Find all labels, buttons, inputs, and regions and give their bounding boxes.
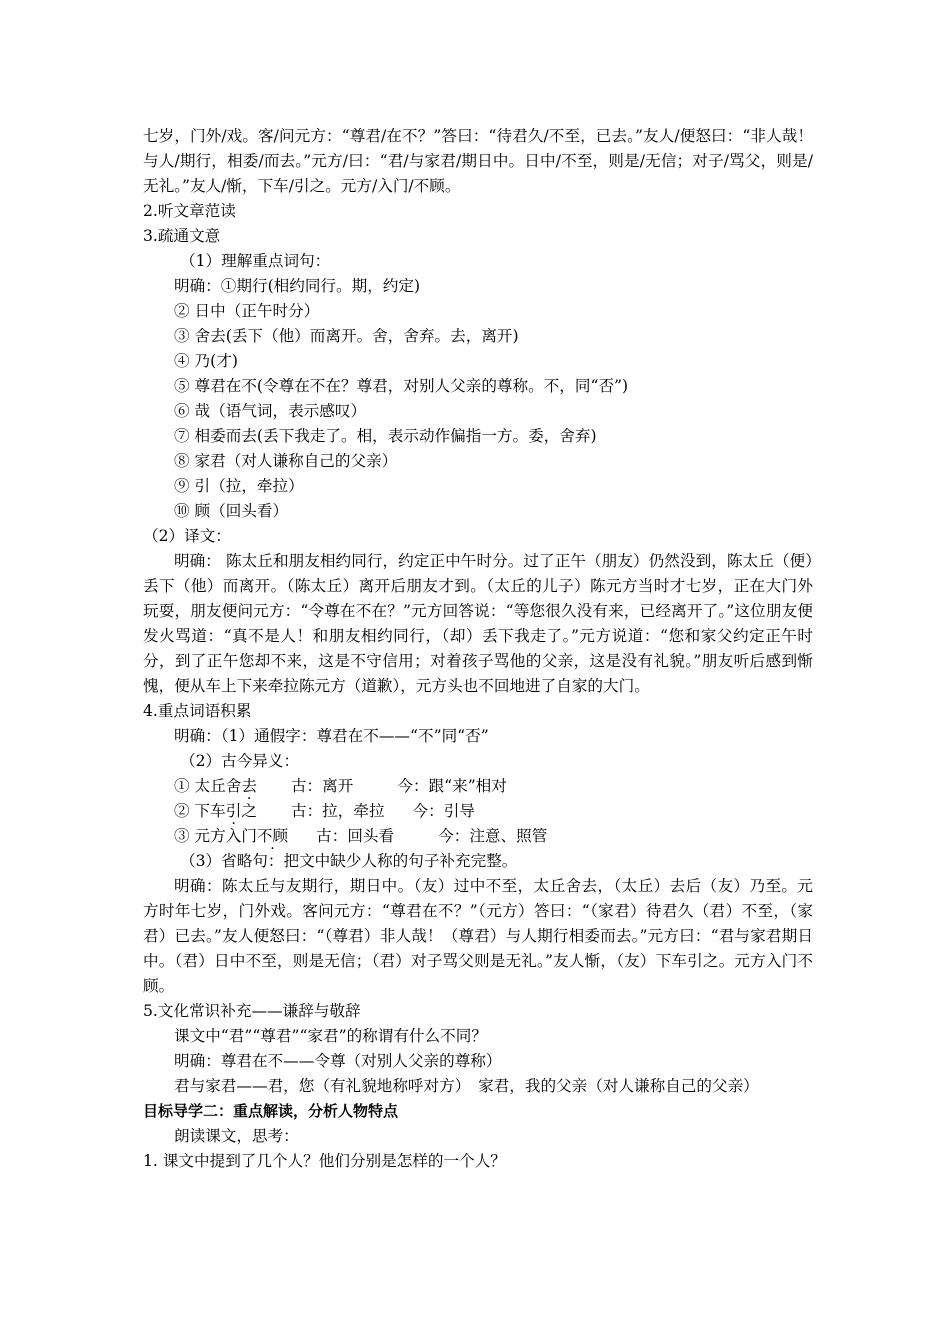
word-item: ⑦ 相委而去(丢下我走了。相，表示动作偏指一方。委，舍弃) bbox=[174, 427, 597, 445]
word-item: ⑥ 哉（语气词，表示感叹） bbox=[174, 402, 367, 420]
emphasis-char: 引 bbox=[225, 802, 242, 820]
word-item: ② 日中（正午时分） bbox=[174, 302, 320, 320]
culture-question: 课文中“君”“尊君”“家君”的称谓有什么不同？ bbox=[174, 1027, 487, 1045]
heading-key-vocabulary: 4.重点词语积累 bbox=[143, 702, 252, 720]
subheading-translation: （2）译文： bbox=[143, 527, 231, 545]
ellipsis-answer: 明确：陈太丘与友期行，期日中。（友）过中不至，太丘舍去，（太丘）去后（友）乃至。元方时年七岁，门外戏。客问元方：“尊君在不？”（元方）答曰：“（家君）待君久（君）不至，（家君）已去。”友人便怒曰：“（尊君）非人哉！（尊君）与人期行相委而去。”元方曰：“君与家君期日中。（君）日中不至，则是无信；（君）对子骂父则是无礼。”友人惭，（友）下车引之。元方入门不顾。 bbox=[143, 877, 813, 995]
gujin-row: ③ 元方入门不顾 古：回头看 今：注意、照管 bbox=[174, 827, 548, 845]
subheading-key-words: （1）理解重点词句： bbox=[180, 252, 331, 270]
word-item: ③ 舍去(丢下（他）而离开。舍，舍弃。去，离开) bbox=[174, 327, 519, 345]
word-item: ⑩ 顾（回头看） bbox=[174, 502, 289, 520]
gujin-heading: （2）古今异义： bbox=[180, 752, 300, 770]
reading-instruction: 朗读课文，思考： bbox=[174, 1127, 299, 1145]
ellipsis-heading: （3）省略句：把文中缺少人称的句子补充完整。 bbox=[180, 852, 518, 870]
document-page bbox=[143, 124, 813, 1174]
opening-paragraph: 七岁，门外/戏。客/问元方：“尊君/在不？”答曰：“待君久/不至，已去。”友人/便怒曰：“非人哉！与人/期行，相委/而去。”元方/曰：“君/与家君/期日中。日中/不至，则是/无信；对子/骂父，则是/无礼。”友人/惭，下车/引之。元方/入门/不顾。 bbox=[143, 127, 813, 195]
heading-culture: 5.文化常识补充——谦辞与敬辞 bbox=[143, 1002, 361, 1020]
heading-understand-meaning: 3.疏通文意 bbox=[143, 227, 221, 245]
goal-two-heading: 目标导学二：重点解读，分析人物特点 bbox=[143, 1102, 399, 1120]
word-item: ⑨ 引（拉，牵拉） bbox=[174, 477, 304, 495]
word-item: ⑧ 家君（对人谦称自己的父亲） bbox=[174, 452, 398, 470]
gujin-row: ② 下车引之 古：拉，牵拉 今：引导 bbox=[174, 802, 475, 820]
heading-listen-reading: 2.听文章范读 bbox=[143, 202, 236, 220]
tongjiazi-line: 明确：（1）通假字：尊君在不——“不”同“否” bbox=[174, 727, 489, 745]
translation-paragraph: 明确： 陈太丘和朋友相约同行，约定正中午时分。过了正午（朋友）仍然没到，陈太丘（便）丢下（他）而离开。（陈太丘）离开后朋友才到。（太丘的儿子）陈元方当时才七岁，正在大门外玩耍，朋友便问元方：“令尊在不在？”元方回答说：“等您很久没有来，已经离开了。”这位朋友便发火骂道：“真不是人！和朋友相约同行，（却）丢下我走了。”元方说道：“您和家父约定正午时分，到了正午您却不来，这是不守信用；对着孩子骂他的父亲，这是没有礼貌。”朋友听后感到惭愧，便从车上下来牵拉陈元方（道歉），元方头也不回地进了自家的大门。 bbox=[143, 552, 813, 695]
culture-explanation: 君与家君——君，您（有礼貌地称呼对方） 家君，我的父亲（对人谦称自己的父亲） bbox=[174, 1077, 759, 1095]
question-one: 1. 课文中提到了几个人？他们分别是怎样的一个人？ bbox=[143, 1152, 506, 1170]
culture-answer: 明确：尊君在不——令尊（对别人父亲的尊称） bbox=[174, 1052, 502, 1070]
gujin-row: ① 太丘舍去 古：离开 今：跟“来”相对 bbox=[174, 777, 507, 795]
word-item: 明确：①期行(相约同行。期，约定) bbox=[174, 277, 421, 295]
emphasis-char: 去 bbox=[241, 777, 257, 795]
word-item: ④ 乃(才) bbox=[174, 352, 238, 370]
word-item: ⑤ 尊君在不(令尊在不在？尊君，对别人父亲的尊称。不，同“否”) bbox=[174, 377, 629, 395]
